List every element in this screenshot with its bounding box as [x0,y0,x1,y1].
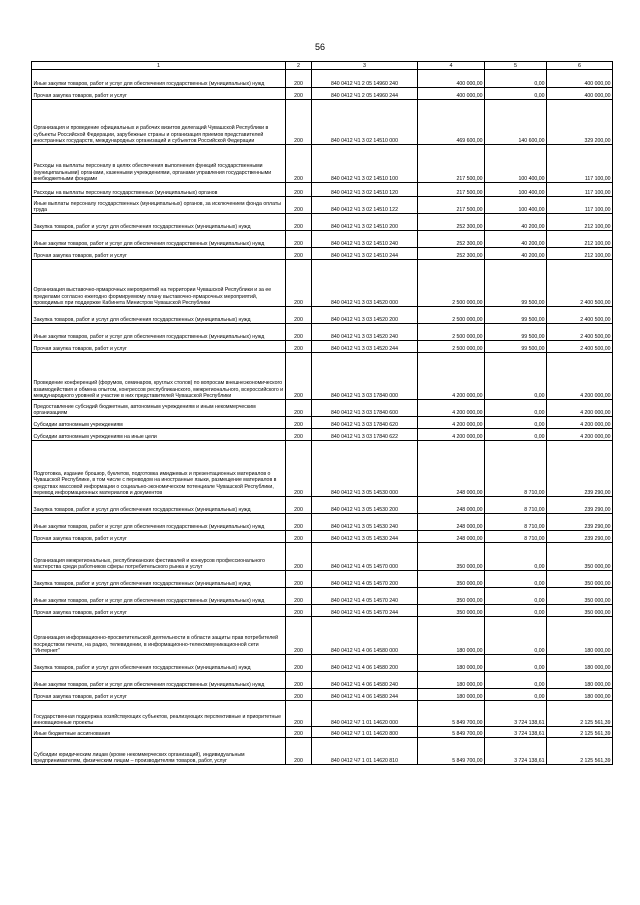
table-row [32,214,613,231]
row-ved-cell: 200 [286,324,312,341]
row-amount-total-cell: 400 000,00 [418,88,485,100]
row-ved-cell: 200 [286,231,312,248]
table-row [32,400,613,417]
column-number-5: 5 [485,62,547,70]
row-code-cell: 840 0412 Ч1 3 03 17840 620 [312,417,418,429]
column-number-3: 3 [312,62,418,70]
row-amount-total-cell: 350 000,00 [418,588,485,605]
row-amount-executed-cell: 0,00 [485,605,547,617]
table-row [32,88,613,100]
row-name-cell: Иные закупки товаров, работ и услуг для обеспечения государственных (муниципальных) нужд [32,514,286,531]
row-amount-remaining-cell: 2 125 561,39 [547,738,613,765]
row-amount-total-cell: 180 000,00 [418,617,485,655]
row-name-cell: Предоставление субсидий бюджетным, автономным учреждениям и иным некоммерческим организациям [32,400,286,417]
row-amount-executed-cell: 8 710,00 [485,441,547,497]
row-amount-remaining-cell: 117 100,00 [547,183,613,197]
row-name-cell: Прочая закупка товаров, работ и услуг [32,531,286,543]
table-row [32,543,613,571]
row-amount-executed-cell: 3 724 138,61 [485,701,547,727]
row-ved-cell: 200 [286,617,312,655]
row-ved-cell: 200 [286,588,312,605]
row-amount-total-cell: 350 000,00 [418,571,485,588]
row-name-cell: Иные бюджетные ассигнования [32,727,286,738]
table-row [32,70,613,88]
row-code-cell: 840 0412 Ч1 3 02 14510 100 [312,145,418,183]
row-amount-total-cell: 469 600,00 [418,100,485,145]
row-name-cell: Иные закупки товаров, работ и услуг для обеспечения государственных (муниципальных) нужд [32,672,286,689]
row-code-cell: 840 0412 Ч1 3 03 17840 600 [312,400,418,417]
row-ved-cell: 200 [286,100,312,145]
row-name-cell: Иные закупки товаров, работ и услуг для обеспечения государственных (муниципальных) нужд [32,231,286,248]
row-amount-remaining-cell: 117 100,00 [547,197,613,214]
row-amount-remaining-cell: 4 200 000,00 [547,417,613,429]
row-ved-cell: 200 [286,727,312,738]
row-amount-remaining-cell: 212 100,00 [547,248,613,260]
row-ved-cell: 200 [286,417,312,429]
row-amount-remaining-cell: 350 000,00 [547,588,613,605]
row-amount-total-cell: 4 200 000,00 [418,353,485,400]
table-row [32,617,613,655]
row-amount-remaining-cell: 4 200 000,00 [547,400,613,417]
row-amount-remaining-cell: 239 290,00 [547,497,613,514]
table-row [32,429,613,441]
row-name-cell: Закупка товаров, работ и услуг для обеспечения государственных (муниципальных) нужд [32,214,286,231]
row-name-cell: Иные закупки товаров, работ и услуг для обеспечения государственных (муниципальных) нужд [32,324,286,341]
row-amount-executed-cell: 99 500,00 [485,324,547,341]
row-code-cell: 840 0412 Ч1 3 05 14530 240 [312,514,418,531]
row-code-cell: 840 0412 Ч1 3 02 14510 244 [312,248,418,260]
row-amount-total-cell: 2 500 000,00 [418,260,485,307]
row-ved-cell: 200 [286,307,312,324]
row-amount-remaining-cell: 239 290,00 [547,514,613,531]
row-amount-executed-cell: 40 200,00 [485,214,547,231]
row-code-cell: 840 0412 Ч1 4 05 14570 000 [312,543,418,571]
row-code-cell: 840 0412 Ч1 2 05 14960 244 [312,88,418,100]
row-ved-cell: 200 [286,183,312,197]
table-row [32,605,613,617]
row-amount-executed-cell: 0,00 [485,689,547,701]
row-amount-remaining-cell: 180 000,00 [547,672,613,689]
row-code-cell: 840 0412 Ч1 3 05 14530 200 [312,497,418,514]
row-amount-total-cell: 217 500,00 [418,197,485,214]
row-amount-remaining-cell: 212 100,00 [547,231,613,248]
row-code-cell: 840 0412 Ч1 4 06 14580 200 [312,655,418,672]
row-code-cell: 840 0412 Ч1 3 02 14510 122 [312,197,418,214]
table-row [32,738,613,765]
row-amount-executed-cell: 140 600,00 [485,100,547,145]
table-row [32,197,613,214]
table-row [32,689,613,701]
column-number-4: 4 [418,62,485,70]
row-amount-remaining-cell: 2 400 500,00 [547,341,613,353]
row-amount-remaining-cell: 2 400 500,00 [547,307,613,324]
row-amount-executed-cell: 100 400,00 [485,145,547,183]
table-row [32,571,613,588]
row-amount-total-cell: 217 500,00 [418,145,485,183]
row-ved-cell: 200 [286,197,312,214]
page-number: 56 [314,42,325,52]
row-amount-remaining-cell: 180 000,00 [547,689,613,701]
row-code-cell: 840 0412 Ч1 3 02 14510 200 [312,214,418,231]
row-amount-total-cell: 400 000,00 [418,70,485,88]
table-row [32,727,613,738]
row-amount-remaining-cell: 2 125 561,39 [547,701,613,727]
row-amount-executed-cell: 0,00 [485,429,547,441]
table-row [32,353,613,400]
row-amount-executed-cell: 0,00 [485,400,547,417]
row-ved-cell: 200 [286,400,312,417]
row-amount-remaining-cell: 4 200 000,00 [547,429,613,441]
row-name-cell: Государственная поддержка хозяйствующих субъектов, реализующих перспективные и приоритетные инновационные проекты [32,701,286,727]
table-row [32,231,613,248]
row-amount-total-cell: 2 500 000,00 [418,341,485,353]
row-ved-cell: 200 [286,260,312,307]
row-amount-remaining-cell: 239 290,00 [547,441,613,497]
row-ved-cell: 200 [286,88,312,100]
row-name-cell: Организация информационно-просветительской деятельности в области защиты прав потребителей посредством печати, на радио, телевидении, в информационно-телекоммуникационной сети "Интернет" [32,617,286,655]
table-row [32,100,613,145]
table-row [32,701,613,727]
row-amount-executed-cell: 8 710,00 [485,531,547,543]
row-amount-executed-cell: 0,00 [485,571,547,588]
row-ved-cell: 200 [286,738,312,765]
row-code-cell: 840 0412 Ч1 2 05 14960 240 [312,70,418,88]
row-ved-cell: 200 [286,701,312,727]
row-amount-total-cell: 180 000,00 [418,655,485,672]
row-amount-total-cell: 248 000,00 [418,441,485,497]
table-row [32,441,613,497]
row-amount-total-cell: 4 200 000,00 [418,417,485,429]
row-code-cell: 840 0412 Ч1 3 05 14530 000 [312,441,418,497]
table-row [32,260,613,307]
row-amount-remaining-cell: 400 000,00 [547,70,613,88]
row-ved-cell: 200 [286,531,312,543]
row-ved-cell: 200 [286,429,312,441]
row-code-cell: 840 0412 Ч7 1 01 14620 810 [312,738,418,765]
row-name-cell: Расходы на выплаты персоналу государственных (муниципальных) органов [32,183,286,197]
row-name-cell: Субсидии юридическим лицам (кроме некоммерческих организаций), индивидуальным предпринимателям, физическим лицам – производителям товаров, работ, услуг [32,738,286,765]
row-code-cell: 840 0412 Ч1 4 06 14580 244 [312,689,418,701]
row-amount-executed-cell: 0,00 [485,417,547,429]
row-name-cell: Иные закупки товаров, работ и услуг для обеспечения государственных (муниципальных) нужд [32,70,286,88]
row-code-cell: 840 0412 Ч1 4 05 14570 244 [312,605,418,617]
row-amount-remaining-cell: 4 200 000,00 [547,353,613,400]
row-amount-total-cell: 217 500,00 [418,183,485,197]
row-amount-total-cell: 248 000,00 [418,514,485,531]
row-name-cell: Организация и проведение официальных и рабочих визитов делегаций Чувашской Республики в субъекты Российской Федерации, зарубежные страны и организация приемов представителей иностранных государств, международных организаций и субъектов Российской Федерации [32,100,286,145]
row-code-cell: 840 0412 Ч1 4 06 14580 240 [312,672,418,689]
row-amount-total-cell: 252 300,00 [418,248,485,260]
row-name-cell: Закупка товаров, работ и услуг для обеспечения государственных (муниципальных) нужд [32,307,286,324]
row-ved-cell: 200 [286,514,312,531]
row-amount-executed-cell: 0,00 [485,588,547,605]
row-amount-executed-cell: 99 500,00 [485,307,547,324]
row-amount-executed-cell: 100 400,00 [485,197,547,214]
row-amount-total-cell: 180 000,00 [418,672,485,689]
row-ved-cell: 200 [286,543,312,571]
row-code-cell: 840 0412 Ч7 1 01 14620 000 [312,701,418,727]
row-code-cell: 840 0412 Ч1 3 03 14520 000 [312,260,418,307]
row-amount-remaining-cell: 239 290,00 [547,531,613,543]
row-amount-remaining-cell: 117 100,00 [547,145,613,183]
row-ved-cell: 200 [286,605,312,617]
row-code-cell: 840 0412 Ч1 4 06 14580 000 [312,617,418,655]
budget-table [31,61,613,765]
row-amount-executed-cell: 3 724 138,61 [485,738,547,765]
row-name-cell: Субсидии автономным учреждениям на иные цели [32,429,286,441]
column-number-row [32,62,613,70]
column-number-2: 2 [286,62,312,70]
row-amount-remaining-cell: 350 000,00 [547,605,613,617]
table-row [32,183,613,197]
row-ved-cell: 200 [286,655,312,672]
row-amount-remaining-cell: 180 000,00 [547,655,613,672]
table-row [32,324,613,341]
row-name-cell: Расходы на выплаты персоналу в целях обеспечения выполнения функций государственными (муниципальными) органами, казенными учреждениями, органами управления государственными внебюджетными фондами [32,145,286,183]
row-amount-executed-cell: 0,00 [485,655,547,672]
row-code-cell: 840 0412 Ч1 3 02 14510 120 [312,183,418,197]
row-ved-cell: 200 [286,341,312,353]
table-row [32,248,613,260]
row-amount-total-cell: 5 849 700,00 [418,701,485,727]
row-amount-executed-cell: 0,00 [485,617,547,655]
row-amount-executed-cell: 0,00 [485,672,547,689]
row-amount-executed-cell: 0,00 [485,88,547,100]
table-row [32,417,613,429]
row-amount-total-cell: 248 000,00 [418,531,485,543]
row-ved-cell: 200 [286,441,312,497]
row-amount-remaining-cell: 350 000,00 [547,571,613,588]
row-amount-executed-cell: 8 710,00 [485,514,547,531]
table-row [32,655,613,672]
row-ved-cell: 200 [286,672,312,689]
column-number-1: 1 [32,62,286,70]
row-amount-remaining-cell: 350 000,00 [547,543,613,571]
row-name-cell: Прочая закупка товаров, работ и услуг [32,88,286,100]
row-amount-executed-cell: 0,00 [485,353,547,400]
row-amount-remaining-cell: 2 400 500,00 [547,324,613,341]
row-code-cell: 840 0412 Ч1 3 03 17840 000 [312,353,418,400]
row-name-cell: Иные выплаты персоналу государственных (муниципальных) органов, за исключением фонда оплаты труда [32,197,286,214]
row-name-cell: Прочая закупка товаров, работ и услуг [32,605,286,617]
row-amount-total-cell: 248 000,00 [418,497,485,514]
row-name-cell: Субсидии автономным учреждениям [32,417,286,429]
row-name-cell: Прочая закупка товаров, работ и услуг [32,689,286,701]
row-name-cell: Прочая закупка товаров, работ и услуг [32,341,286,353]
table-row [32,588,613,605]
row-code-cell: 840 0412 Ч1 3 02 14510 240 [312,231,418,248]
row-ved-cell: 200 [286,145,312,183]
row-name-cell: Организация выставочно-ярмарочных мероприятий на территории Чувашской Республики и за ее пределами согласно ежегодно формируемому плану выставочно-ярмарочных мероприятий, проводимых при поддержке Кабинета Министров Чувашской Республики [32,260,286,307]
row-code-cell: 840 0412 Ч1 4 05 14570 240 [312,588,418,605]
row-amount-executed-cell: 100 400,00 [485,183,547,197]
row-amount-total-cell: 5 849 700,00 [418,727,485,738]
row-code-cell: 840 0412 Ч1 3 03 17840 622 [312,429,418,441]
row-amount-executed-cell: 40 200,00 [485,231,547,248]
row-name-cell: Прочая закупка товаров, работ и услуг [32,248,286,260]
row-amount-remaining-cell: 329 200,00 [547,100,613,145]
row-amount-total-cell: 350 000,00 [418,605,485,617]
row-amount-executed-cell: 99 500,00 [485,260,547,307]
row-ved-cell: 200 [286,689,312,701]
row-amount-remaining-cell: 2 125 561,39 [547,727,613,738]
row-amount-executed-cell: 99 500,00 [485,341,547,353]
row-amount-total-cell: 2 500 000,00 [418,307,485,324]
table-row [32,672,613,689]
row-ved-cell: 200 [286,70,312,88]
row-ved-cell: 200 [286,571,312,588]
row-name-cell: Организация межрегиональных, республиканских фестивалей и конкурсов профессионального мастерства среди работников сферы потребительского рынка и услуг [32,543,286,571]
table-row [32,531,613,543]
row-amount-total-cell: 5 849 700,00 [418,738,485,765]
row-amount-remaining-cell: 400 000,00 [547,88,613,100]
row-ved-cell: 200 [286,497,312,514]
row-amount-executed-cell: 0,00 [485,70,547,88]
row-code-cell: 840 0412 Ч1 3 03 14520 244 [312,341,418,353]
table-row [32,145,613,183]
table-row [32,307,613,324]
row-name-cell: Проведение конференций (форумов, семинаров, круглых столов) по вопросам внешнеэкономического взаимодействия и обмена опытом, конгрессов республиканского, межрегионального, всероссийского и международного уровней и участие в них представителей Чувашской Республики [32,353,286,400]
row-code-cell: 840 0412 Ч1 3 03 14520 240 [312,324,418,341]
row-amount-total-cell: 180 000,00 [418,689,485,701]
row-name-cell: Закупка товаров, работ и услуг для обеспечения государственных (муниципальных) нужд [32,655,286,672]
row-ved-cell: 200 [286,248,312,260]
row-name-cell: Подготовка, издание брошюр, буклетов, подготовка имиджевых и презентационных материалов о Чувашской Республике, в том числе с переводом на иностранные языки, размещение материалов в средствах массовой информации о социально-экономическом потенциале Чувашской Республики, перевод информационных материалов и документов [32,441,286,497]
row-code-cell: 840 0412 Ч1 3 05 14530 244 [312,531,418,543]
row-name-cell: Закупка товаров, работ и услуг для обеспечения государственных (муниципальных) нужд [32,571,286,588]
row-amount-total-cell: 252 300,00 [418,214,485,231]
row-amount-total-cell: 4 200 000,00 [418,429,485,441]
row-amount-total-cell: 350 000,00 [418,543,485,571]
table-row [32,497,613,514]
row-ved-cell: 200 [286,353,312,400]
row-amount-remaining-cell: 212 100,00 [547,214,613,231]
row-amount-executed-cell: 0,00 [485,543,547,571]
row-amount-executed-cell: 3 724 138,61 [485,727,547,738]
row-name-cell: Иные закупки товаров, работ и услуг для обеспечения государственных (муниципальных) нужд [32,588,286,605]
row-amount-remaining-cell: 180 000,00 [547,617,613,655]
row-ved-cell: 200 [286,214,312,231]
row-amount-executed-cell: 40 200,00 [485,248,547,260]
row-code-cell: 840 0412 Ч1 3 03 14520 200 [312,307,418,324]
row-amount-remaining-cell: 2 400 500,00 [547,260,613,307]
row-code-cell: 840 0412 Ч1 4 05 14570 200 [312,571,418,588]
column-number-6: 6 [547,62,613,70]
row-amount-executed-cell: 8 710,00 [485,497,547,514]
table-row [32,341,613,353]
row-code-cell: 840 0412 Ч1 3 02 14510 000 [312,100,418,145]
row-amount-total-cell: 2 500 000,00 [418,324,485,341]
row-amount-total-cell: 4 200 000,00 [418,400,485,417]
table-row [32,514,613,531]
row-amount-total-cell: 252 300,00 [418,231,485,248]
row-name-cell: Закупка товаров, работ и услуг для обеспечения государственных (муниципальных) нужд [32,497,286,514]
row-code-cell: 840 0412 Ч7 1 01 14620 800 [312,727,418,738]
